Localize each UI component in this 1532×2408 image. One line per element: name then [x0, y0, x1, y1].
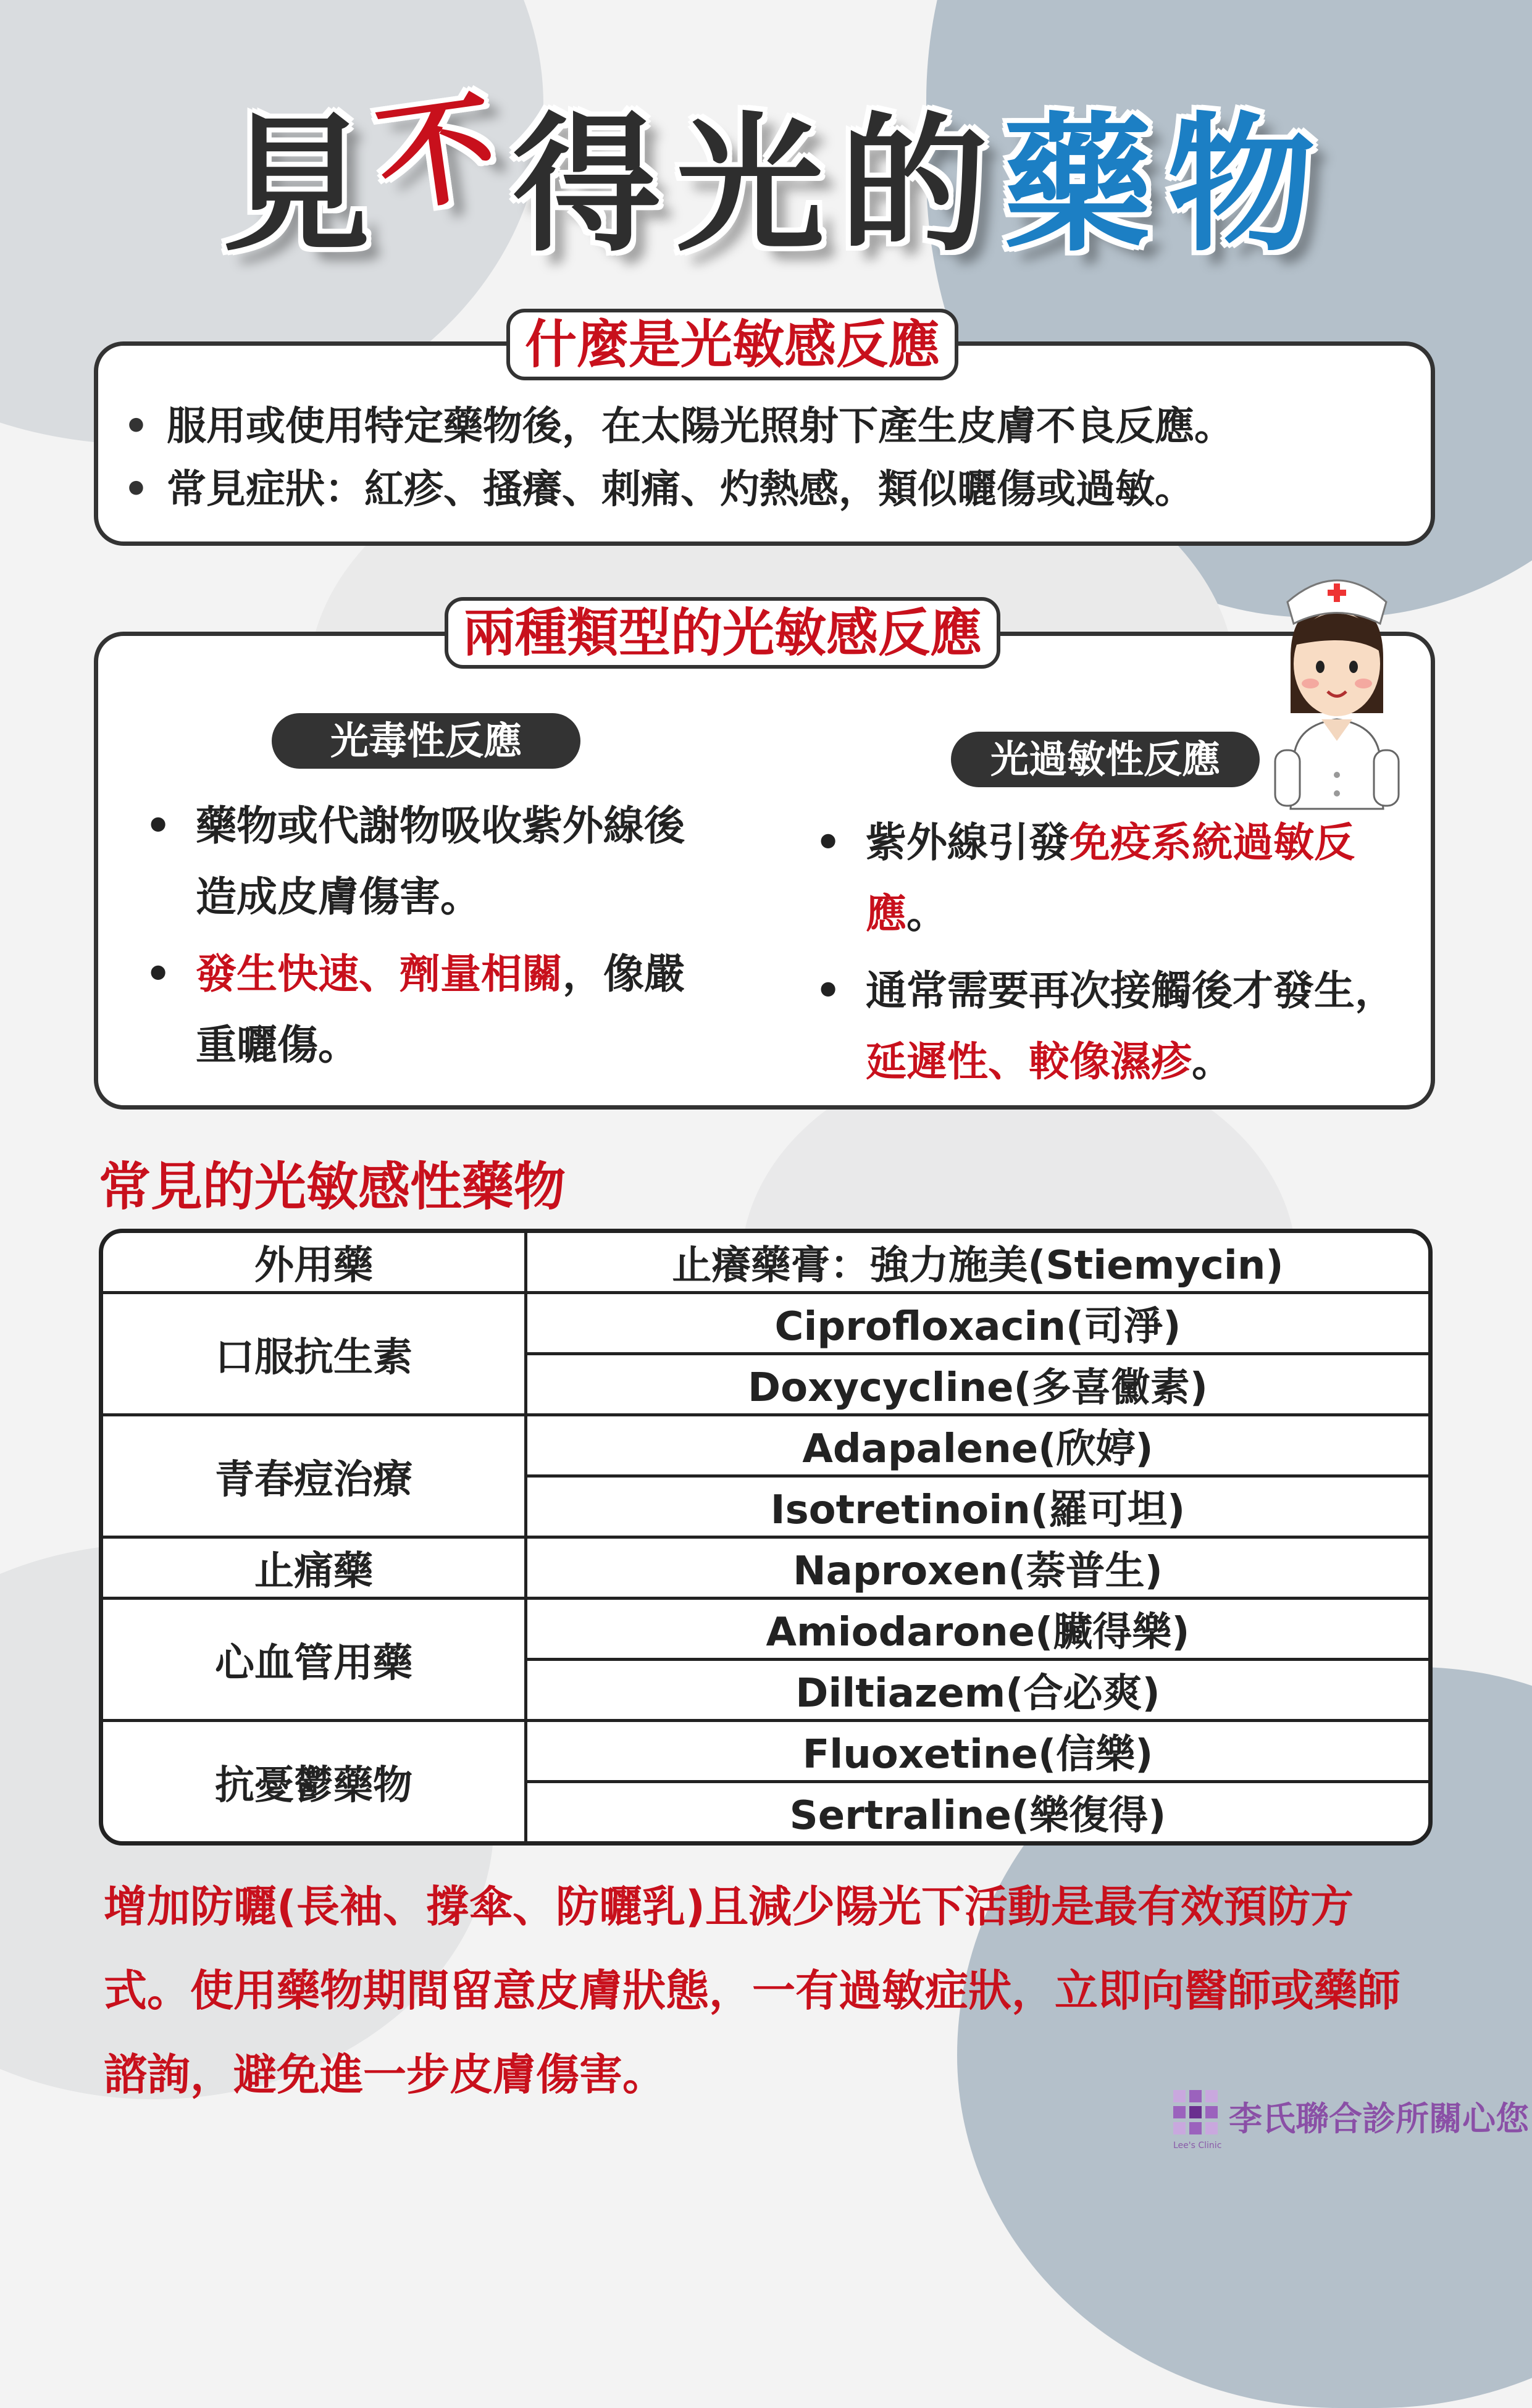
- clinic-subtitle: Lee's Clinic: [1173, 2141, 1222, 2151]
- drug-category-cell: 抗憂鬱藥物: [103, 1722, 527, 1841]
- title-char-highlight: 物: [1167, 99, 1316, 272]
- drug-name-cell: Amiodarone(臟得樂): [527, 1600, 1428, 1661]
- list-item-text: 。: [906, 890, 947, 937]
- title-char: 光: [676, 99, 825, 272]
- list-item-text: 通常需要再次接觸後才發生，: [866, 967, 1396, 1014]
- prevention-advice: 增加防曬(長袖、撐傘、防曬乳)且減少陽光下活動是最有效預防方式。使用藥物期間留意皮膚狀態，一有過敏症狀，立即向醫師或藥師諮詢，避免進一步皮膚傷害。: [104, 1881, 1400, 2100]
- title-char: 的: [840, 99, 989, 272]
- drug-name-cell: Fluoxetine(信樂): [527, 1722, 1428, 1783]
- drug-name-cell: 止癢藥膏：強力施美(Stiemycin): [527, 1233, 1428, 1294]
- list-item: • 紫外線引發免疫系統過敏反應。: [815, 819, 1355, 937]
- list-item-text: 。: [1192, 1038, 1233, 1085]
- table-row: [103, 1600, 1428, 1661]
- definition-list: [123, 395, 1420, 521]
- list-item: • 藥物或代謝物吸收紫外線後造成皮膚傷害。: [145, 802, 685, 921]
- drug-table-title: 常見的光敏感性藥物: [99, 1156, 566, 1217]
- table-row: [103, 1294, 1428, 1355]
- drug-name-cell: Ciprofloxacin(司淨): [527, 1294, 1428, 1355]
- section-label: 兩種類型的光敏感反應: [445, 597, 1000, 669]
- list-item: • 常見症狀：紅疹、搔癢、刺痛、灼熱感，類似曬傷或過敏。: [123, 458, 1420, 521]
- drug-name-cell: Adapalene(欣婷): [527, 1416, 1428, 1478]
- list-item-text: 紫外線引發: [866, 819, 1069, 866]
- list-item-text: ，像嚴重曬傷。: [196, 950, 685, 1069]
- drug-category-cell: 青春痘治療: [103, 1416, 527, 1539]
- title-char-highlight: 藥: [1003, 99, 1152, 272]
- drug-name-cell: Isotretinoin(羅可坦): [527, 1478, 1428, 1539]
- drug-name-cell: Doxycycline(多喜黴素): [527, 1355, 1428, 1416]
- clinic-grid-icon: [1173, 2090, 1218, 2134]
- drug-category-cell: 外用藥: [103, 1233, 527, 1294]
- drug-category-cell: 止痛藥: [103, 1539, 527, 1600]
- emphasis-text: 發生快速、劑量相關: [196, 950, 563, 998]
- section-label: 什麼是光敏感反應: [506, 309, 958, 380]
- photoallergic-reaction-pill: 光過敏性反應: [951, 732, 1260, 787]
- drug-name-cell: Diltiazem(合必爽): [527, 1661, 1428, 1722]
- drug-name-cell: Naproxen(萘普生): [527, 1539, 1428, 1600]
- list-item: • 發生快速、劑量相關，像嚴重曬傷。: [145, 950, 685, 1069]
- emphasis-text: 延遲性、較像濕疹: [866, 1038, 1192, 1085]
- list-item: • 服用或使用特定藥物後，在太陽光照射下產生皮膚不良反應。: [123, 395, 1420, 458]
- table-row: [103, 1416, 1428, 1478]
- title-char-emphasis: 不: [369, 78, 504, 230]
- photoallergic-list: [815, 807, 1408, 1097]
- phototoxic-list: [145, 790, 713, 1081]
- drug-category-cell: 口服抗生素: [103, 1294, 527, 1416]
- table-row: [103, 1539, 1428, 1600]
- drug-table: [99, 1229, 1433, 1846]
- title-char: 見: [222, 99, 371, 272]
- table-row: [103, 1233, 1428, 1294]
- table-row: [103, 1722, 1428, 1783]
- emphasis-text: 免疫系統過敏反應: [866, 819, 1355, 937]
- page-title: [222, 80, 1334, 278]
- phototoxic-reaction-pill: 光毒性反應: [272, 713, 580, 769]
- title-char: 得: [513, 99, 661, 272]
- clinic-name: 李氏聯合診所關心您: [1229, 2099, 1529, 2138]
- list-item: • 通常需要再次接觸後才發生，延遲性、較像濕疹。: [815, 967, 1396, 1085]
- drug-name-cell: Sertraline(樂復得): [789, 1793, 1166, 1839]
- list-item-text: 藥物或代謝物吸收紫外線後造成皮膚傷害。: [196, 802, 685, 921]
- drug-category-cell: 心血管用藥: [103, 1600, 527, 1722]
- nurse-illustration: [1266, 565, 1408, 812]
